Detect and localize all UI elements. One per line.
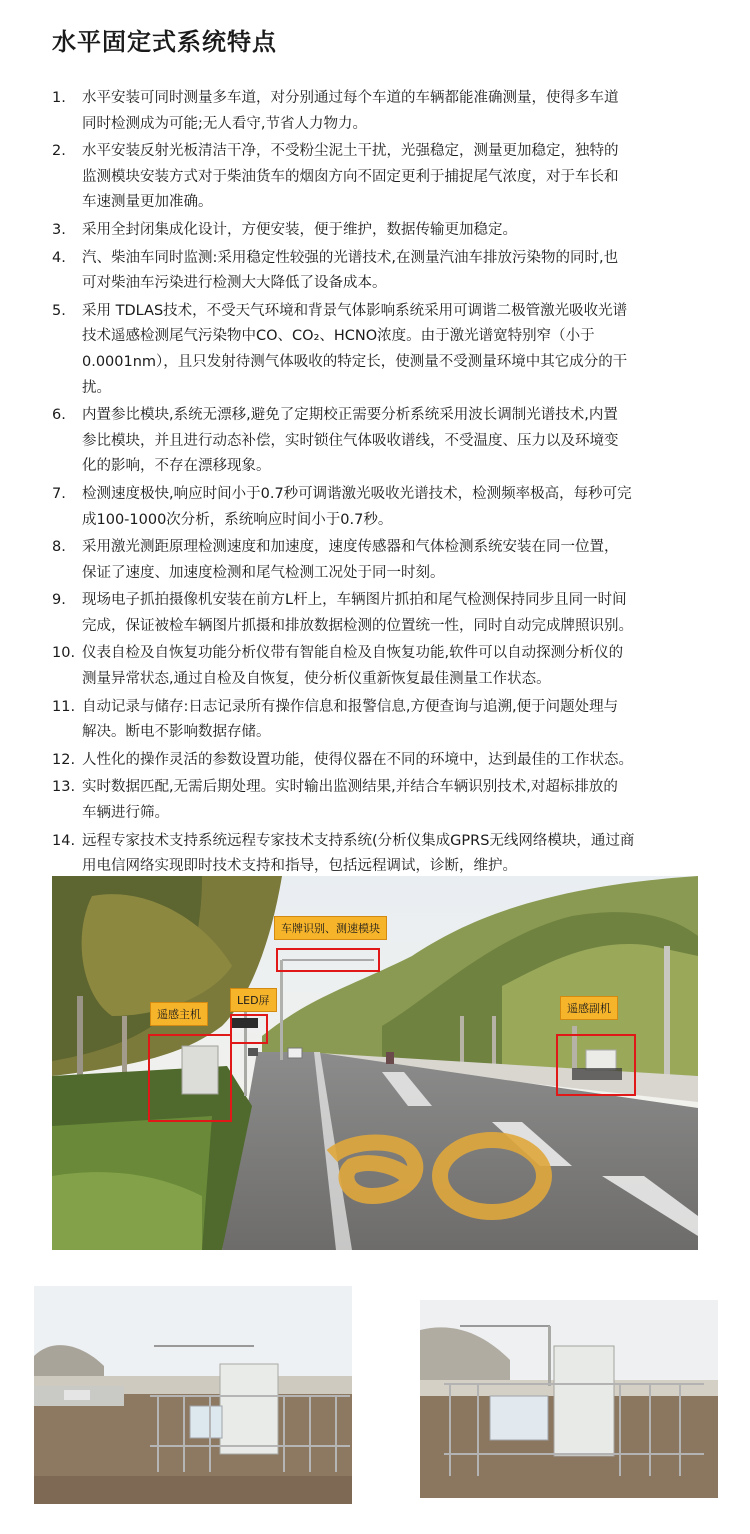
main-unit-label: 遥感主机 bbox=[150, 1002, 208, 1026]
feature-item bbox=[52, 695, 712, 746]
feature-line: 水平安装可同时测量多车道，对分别通过每个车道的车辆都能准确测量，使得多车道 bbox=[82, 90, 619, 106]
led-screen-highlight bbox=[230, 1014, 268, 1044]
feature-list bbox=[52, 86, 712, 880]
led-screen-label: LED屏 bbox=[230, 988, 277, 1012]
feature-text bbox=[82, 218, 712, 244]
feature-number: 7. bbox=[52, 485, 66, 502]
feature-line: 车速测量更加准确。 bbox=[82, 194, 213, 211]
feature-number: 13. bbox=[52, 779, 76, 796]
feature-line: 参比模块，并且进行动态补偿，实时锁住气体吸收谱线，不受温度、压力以及环境变 bbox=[82, 432, 619, 449]
feature-line: 远程专家技术支持系统远程专家技术支持系统(分析仪集成GPRS无线网络模块，通过商 bbox=[82, 832, 635, 849]
page-title: 水平固定式系统特点 bbox=[52, 28, 277, 56]
feature-line: 自动记录与储存:日志记录所有操作信息和报警信息,方便查询与追溯,便于问题处理与 bbox=[82, 698, 619, 715]
feature-item bbox=[52, 86, 712, 137]
feature-item bbox=[52, 775, 712, 826]
road-installation-photo bbox=[52, 876, 698, 1250]
feature-number: 12. bbox=[52, 751, 76, 768]
feature-number: 8. bbox=[52, 539, 66, 556]
feature-number: 9. bbox=[52, 592, 66, 609]
feature-line: 保证了速度、加速度检测和尾气检测工况处于同一时刻。 bbox=[82, 564, 445, 581]
feature-item bbox=[52, 403, 712, 480]
feature-text bbox=[82, 299, 712, 401]
feature-item bbox=[52, 748, 712, 774]
feature-number: 2. bbox=[52, 143, 66, 160]
feature-number: 10. bbox=[52, 645, 76, 662]
feature-text bbox=[82, 246, 712, 297]
feature-item bbox=[52, 535, 712, 586]
feature-line: 实时数据匹配,无需后期处理。实时输出监测结果,并结合车辆识别技术,对超标排放的 bbox=[82, 779, 618, 796]
feature-text bbox=[82, 829, 712, 880]
feature-line: 采用激光测距原理检测速度和加速度，速度传感器和气体检测系统安装在同一位置， bbox=[82, 539, 619, 556]
feature-line: 采用 TDLAS技术，不受天气环境和背景气体影响系统采用可调谐二极管激光吸收光谱 bbox=[82, 302, 628, 319]
feature-number: 14. bbox=[52, 832, 76, 849]
feature-text bbox=[82, 641, 712, 692]
feature-line: 完成，保证被检车辆图片抓摄和排放数据检测的位置统一性，同时自动完成牌照识别。 bbox=[82, 617, 633, 634]
feature-text bbox=[82, 695, 712, 746]
feature-line: 监测模块安装方式对于柴油货车的烟囱方向不固定更利于捕捉尾气浓度，对于车长和 bbox=[82, 168, 619, 185]
feature-line: 现场电子抓拍摄像机安装在前方L杆上，车辆图片抓拍和尾气检测保持同步且同一时间 bbox=[82, 592, 627, 609]
feature-item bbox=[52, 299, 712, 401]
feature-line: 人性化的操作灵活的参数设置功能，使得仪器在不同的环境中，达到最佳的工作状态。 bbox=[82, 751, 633, 768]
feature-number: 3. bbox=[52, 221, 66, 238]
sub-unit-label: 遥感副机 bbox=[560, 996, 618, 1020]
cabinet-site-photo-2 bbox=[420, 1300, 718, 1498]
feature-item bbox=[52, 246, 712, 297]
feature-number: 5. bbox=[52, 302, 66, 319]
feature-line: 水平安装反射光板清洁干净，不受粉尘泥土干扰，光强稳定，测量更加稳定，独特的 bbox=[82, 143, 619, 160]
feature-line: 仪表自检及自恢复功能分析仪带有智能自检及自恢复功能,软件可以自动探测分析仪的 bbox=[82, 645, 624, 662]
feature-number: 4. bbox=[52, 249, 66, 266]
feature-line: 化的影响，不存在漂移现象。 bbox=[82, 458, 271, 475]
plate-speed-module-label: 车牌识别、测速模块 bbox=[274, 916, 387, 940]
feature-line: 汽、柴油车同时监测:采用稳定性较强的光谱技术,在测量汽油车排放污染物的同时,也 bbox=[82, 249, 619, 266]
feature-number: 1. bbox=[52, 90, 66, 106]
feature-line: 扰。 bbox=[82, 379, 111, 396]
feature-line: 解决。断电不影响数据存储。 bbox=[82, 724, 271, 741]
feature-line: 0.0001nm），且只发射待测气体吸收的特定长，使测量不受测量环境中其它成分的干 bbox=[82, 353, 628, 370]
feature-text bbox=[82, 535, 712, 586]
feature-text bbox=[82, 588, 712, 639]
main-unit-highlight bbox=[148, 1034, 232, 1122]
feature-line: 同时检测成为可能;无人看守,节省人力物力。 bbox=[82, 115, 367, 132]
feature-item bbox=[52, 829, 712, 880]
feature-number: 6. bbox=[52, 407, 66, 424]
feature-line: 成100-1000次分析，系统响应时间小于0.7秒。 bbox=[82, 511, 393, 528]
feature-text bbox=[82, 403, 712, 480]
feature-line: 可对柴油车污染进行检测大大降低了设备成本。 bbox=[82, 275, 387, 292]
feature-line: 内置参比模块,系统无漂移,避免了定期校正需要分析系统采用波长调制光谱技术,内置 bbox=[82, 407, 618, 424]
feature-line: 车辆进行筛。 bbox=[82, 805, 169, 822]
feature-item bbox=[52, 641, 712, 692]
feature-number: 11. bbox=[52, 698, 76, 715]
cabinet-site-photo-1 bbox=[34, 1286, 352, 1504]
feature-text bbox=[82, 86, 712, 137]
feature-line: 技术遥感检测尾气污染物中CO、CO₂、HCNO浓度。由于激光谱宽特别窄（小于 bbox=[82, 328, 595, 345]
feature-item bbox=[52, 482, 712, 533]
feature-item bbox=[52, 218, 712, 244]
feature-text bbox=[82, 775, 712, 826]
feature-line: 用电信网络实现即时技术支持和指导，包括远程调试，诊断，维护。 bbox=[82, 858, 517, 875]
sub-unit-highlight bbox=[556, 1034, 636, 1096]
feature-text bbox=[82, 139, 712, 216]
feature-line: 检测速度极快,响应时间小于0.7秒可调谐激光吸收光谱技术，检测频率极高，每秒可完 bbox=[82, 485, 632, 502]
feature-line: 测量异常状态,通过自检及自恢复，使分析仪重新恢复最佳测量工作状态。 bbox=[82, 671, 551, 688]
feature-line: 采用全封闭集成化设计，方便安装，便于维护，数据传输更加稳定。 bbox=[82, 221, 517, 238]
feature-item bbox=[52, 139, 712, 216]
feature-item bbox=[52, 588, 712, 639]
feature-text bbox=[82, 748, 712, 774]
plate-speed-module-highlight bbox=[276, 948, 380, 972]
feature-text bbox=[82, 482, 712, 533]
